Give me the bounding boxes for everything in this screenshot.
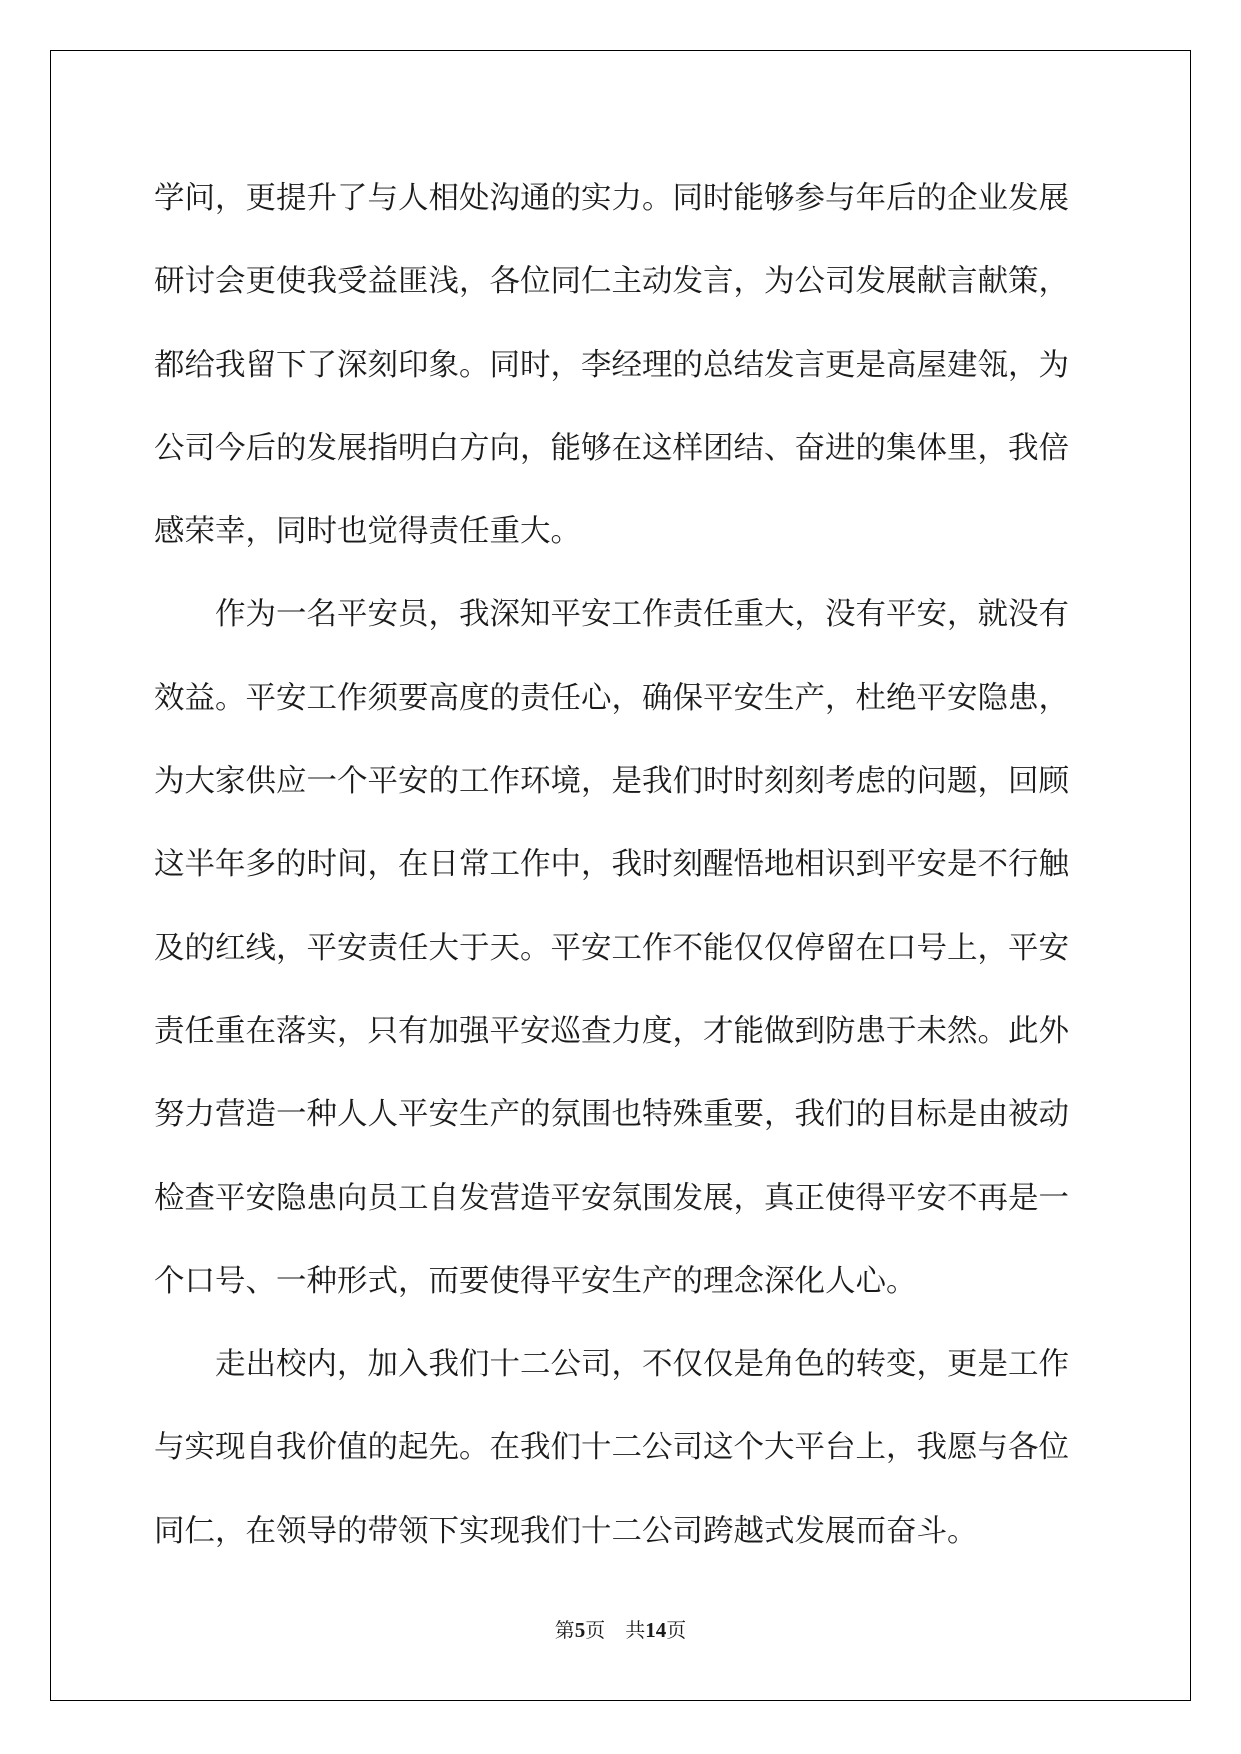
footer-total-pages: 14 <box>645 1618 667 1642</box>
text-line: 与实现自我价值的起先。在我们十二公司这个大平台上，我愿与各位 <box>154 1430 1069 1466</box>
text-line: 公司今后的发展指明白方向，能够在这样团结、奋进的集体里，我倍 <box>154 430 1069 466</box>
text-line: 及的红线，平安责任大于天。平安工作不能仅仅停留在口号上，平安 <box>154 930 1069 966</box>
text-line: 都给我留下了深刻印象。同时，李经理的总结发言更是高屋建瓴，为 <box>154 347 1069 383</box>
text-line: 作为一名平安员，我深知平安工作责任重大，没有平安，就没有 <box>215 597 1069 633</box>
footer-page-number: 5 <box>574 1618 586 1642</box>
text-line: 为大家供应一个平安的工作环境，是我们时时刻刻考虑的问题，回顾 <box>154 764 1069 800</box>
text-line: 研讨会更使我受益匪浅，各位同仁主动发言，为公司发展献言献策， <box>154 264 1069 300</box>
text-line: 责任重在落实，只有加强平安巡查力度，才能做到防患于未然。此外 <box>154 1013 1069 1049</box>
text-line: 学问，更提升了与人相处沟通的实力。同时能够参与年后的企业发展 <box>154 181 1069 216</box>
text-line: 效益。平安工作须要高度的责任心，确保平安生产，杜绝平安隐患， <box>154 680 1069 716</box>
text-line: 个口号、一种形式，而要使得平安生产的理念深化人心。 <box>154 1263 917 1299</box>
text-line: 走出校内，加入我们十二公司，不仅仅是角色的转变，更是工作 <box>215 1347 1069 1383</box>
text-line: 同仁，在领导的带领下实现我们十二公司跨越式发展而奋斗。 <box>154 1513 978 1549</box>
footer-suffix: 页 <box>666 1618 687 1642</box>
document-body <box>154 157 1094 1573</box>
page-footer <box>0 1618 1241 1642</box>
text-line: 这半年多的时间，在日常工作中，我时刻醒悟地相识到平安是不行触 <box>154 847 1069 883</box>
footer-prefix: 第 <box>554 1618 575 1642</box>
text-line: 检查平安隐患向员工自发营造平安氛围发展，真正使得平安不再是一 <box>154 1180 1069 1216</box>
text-line: 感荣幸，同时也觉得责任重大。 <box>154 514 581 550</box>
footer-middle: 页 共 <box>585 1618 646 1642</box>
text-line: 努力营造一种人人平安生产的氛围也特殊重要，我们的目标是由被动 <box>154 1097 1069 1133</box>
